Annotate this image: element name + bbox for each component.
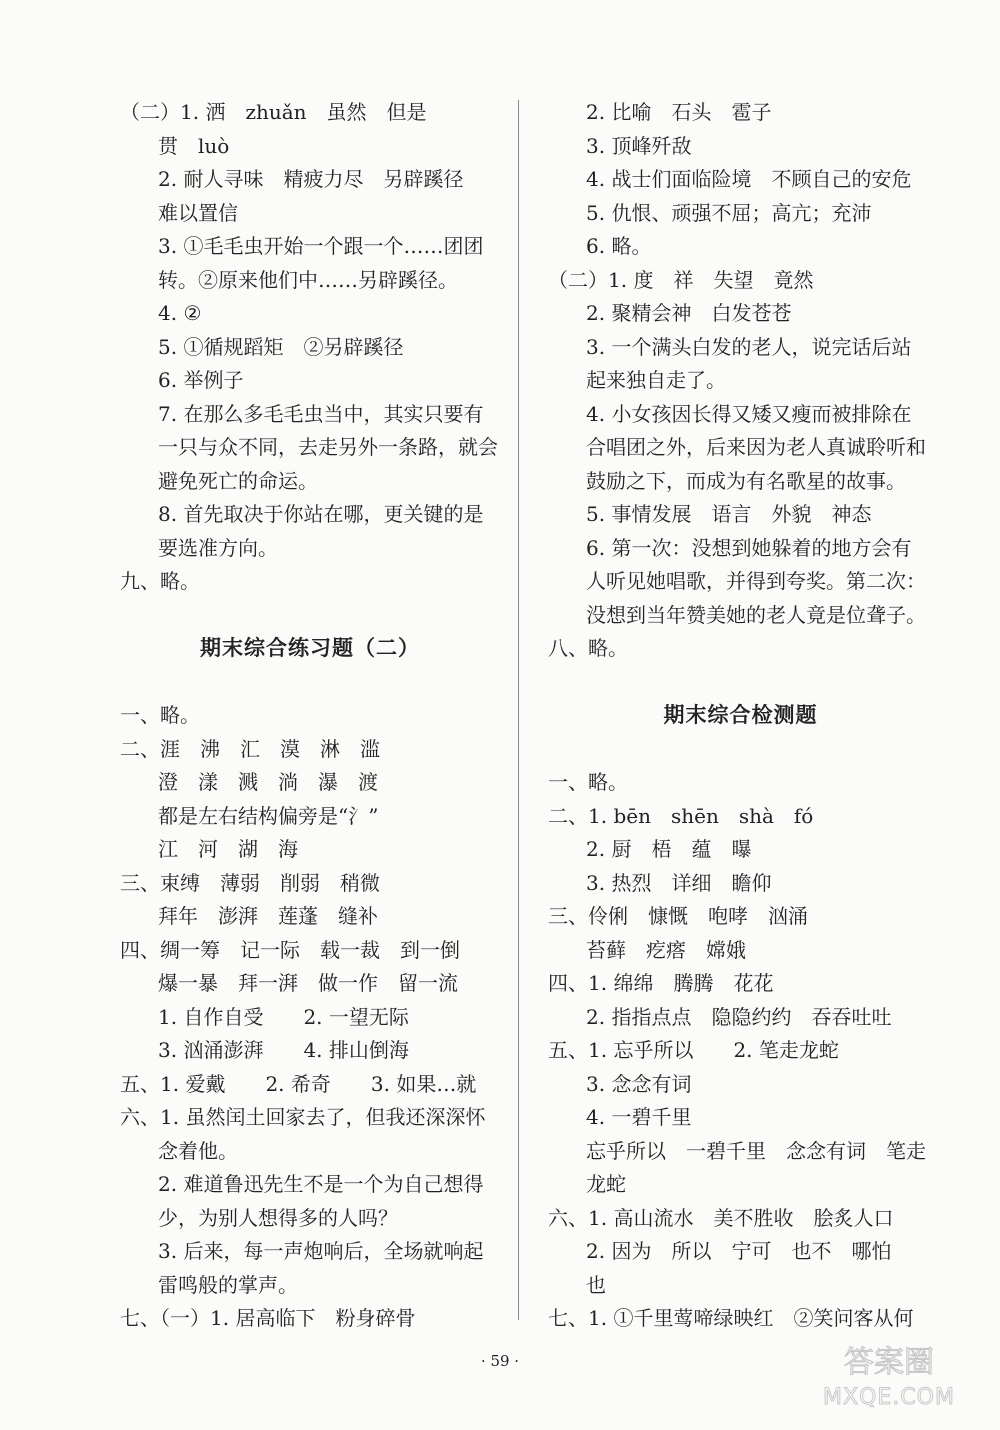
answer-line: 四、绸一筹 记一际 载一裁 到一倒 (120, 937, 460, 962)
answer-line: 没想到当年赞美她的老人竟是位聋子。 (586, 602, 926, 627)
answer-line: 九、略。 (120, 569, 200, 593)
answer-line: 5. 事情发展 语言 外貌 神态 (586, 502, 872, 526)
answer-line: 三、束缚 薄弱 削弱 稍微 (120, 870, 380, 895)
answer-line: 念着他。 (158, 1138, 238, 1163)
answer-line: 2. 耐人寻味 精疲力尽 另辟蹊径 (158, 167, 464, 191)
answer-line: 6. 略。 (586, 234, 652, 258)
answer-line: 一、略。 (548, 770, 628, 794)
answer-line: 5. 仇恨、顽强不屈；高亢；充沛 (586, 200, 872, 225)
spacer (120, 599, 500, 633)
answer-line: 江 河 湖 海 (158, 837, 298, 861)
section-title: 期末综合练习题（二） (200, 636, 420, 660)
answer-line: 4. 战士们面临险境 不顾自己的安危 (586, 167, 912, 191)
answer-line: 一、略。 (120, 703, 200, 727)
answer-line: 难以置信 (158, 200, 238, 225)
answer-line: 人听见她唱歌，并得到夸奖。第二次： (586, 569, 926, 593)
answer-line: 六、1. 高山流水 美不胜收 脍炙人口 (548, 1205, 894, 1230)
column-divider (518, 100, 519, 1320)
svg-text:答案圈: 答案圈 (844, 1345, 934, 1380)
answer-line: 5. ①循规蹈矩 ②另辟蹊径 (158, 334, 404, 359)
answer-line: 六、1. 虽然闰土回家去了，但我还深深怀 (120, 1105, 486, 1129)
answer-line: 4. 一碧千里 (586, 1105, 692, 1129)
answer-line: 转。②原来他们中……另辟蹊径。 (158, 267, 458, 292)
answer-line: 4. ② (158, 301, 202, 325)
answer-line: 3. 汹涌澎湃 4. 排山倒海 (158, 1038, 409, 1062)
answer-line: 拜年 澎湃 莲蓬 缝补 (158, 904, 378, 928)
answer-line: （二）1. 洒 zhuǎn 虽然 但是 (120, 100, 427, 124)
answer-line: 一只与众不同，去走另外一条路，就会 (158, 435, 498, 459)
answer-line: 6. 第一次：没想到她躲着的地方会有 (586, 535, 912, 560)
answer-line: 合唱团之外，后来因为老人真诚聆听和 (586, 435, 926, 459)
answer-line: 2. 聚精会神 白发苍苍 (586, 301, 792, 325)
answer-line: 龙蛇 (586, 1172, 626, 1196)
answer-line: 爆一暴 拜一湃 做一作 留一流 (158, 971, 458, 995)
answer-line: 2. 难道鲁迅先生不是一个为自己想得 (158, 1172, 484, 1196)
watermark-logo (798, 1340, 980, 1412)
spacer (120, 666, 500, 700)
left-column (120, 96, 500, 1336)
answer-line: 七、1. ①千里莺啼绿映红 ②笑问客从何 (548, 1306, 914, 1330)
answer-line: 三、伶俐 慷慨 咆哮 汹涌 (548, 904, 808, 928)
answer-line: 4. 小女孩因长得又矮又瘦而被排除在 (586, 401, 912, 426)
answer-line: 雷鸣般的掌声。 (158, 1272, 298, 1297)
answer-line: 3. 热烈 详细 瞻仰 (586, 870, 772, 895)
answer-line: 6. 举例子 (158, 368, 244, 392)
answer-line: 2. 指指点点 隐隐约约 吞吞吐吐 (586, 1004, 892, 1029)
answer-line: 鼓励之下，而成为有名歌星的故事。 (586, 468, 906, 493)
spacer (548, 733, 933, 767)
answer-line: 7. 在那么多毛毛虫当中，其实只要有 (158, 401, 484, 426)
svg-text:MXQE.COM: MXQE.COM (823, 1385, 955, 1410)
answer-line: 3. ①毛毛虫开始一个跟一个……团团 (158, 234, 484, 258)
answer-line: 七、（一）1. 居高临下 粉身碎骨 (120, 1306, 416, 1330)
answer-line: 忘乎所以 一碧千里 念念有词 笔走 (586, 1138, 926, 1163)
answer-line: 避免死亡的命运。 (158, 468, 318, 493)
answer-line: 二、涯 沸 汇 漠 淋 滥 (120, 736, 380, 761)
section-title: 期末综合检测题 (663, 703, 818, 727)
answer-line: 3. 顶峰歼敌 (586, 133, 692, 158)
answer-line: 少，为别人想得多的人吗？ (158, 1205, 398, 1230)
answer-line: 五、1. 爱戴 2. 希奇 3. 如果…就 (120, 1071, 477, 1096)
answer-line: 八、略。 (548, 636, 628, 660)
spacer (548, 666, 933, 700)
answer-line: 3. 后来，每一声炮响后，全场就响起 (158, 1239, 484, 1263)
answer-line: 起来独自走了。 (586, 368, 726, 392)
answer-line: 2. 厨 梧 蕴 曝 (586, 837, 752, 861)
answer-line: 四、1. 绵绵 腾腾 花花 (548, 971, 774, 995)
answer-line: 苔藓 疙瘩 嫦娥 (586, 937, 746, 962)
answer-line: 也 (586, 1272, 606, 1297)
answer-line: 五、1. 忘乎所以 2. 笔走龙蛇 (548, 1038, 839, 1062)
right-column (548, 96, 933, 1336)
page-number: · 59 · (480, 1352, 520, 1370)
answer-line: 1. 自作自受 2. 一望无际 (158, 1004, 409, 1029)
answer-line: 二、1. bēn shēn shà fó (548, 803, 814, 828)
answer-line: 2. 因为 所以 宁可 也不 哪怕 (586, 1239, 892, 1263)
answer-line: （二）1. 度 祥 失望 竟然 (548, 267, 814, 292)
answer-line: 3. 念念有词 (586, 1071, 692, 1096)
answer-line: 3. 一个满头白发的老人，说完话后站 (586, 334, 912, 359)
answer-line: 2. 比喻 石头 雹子 (586, 100, 772, 124)
answer-line: 澄 漾 溅 淌 瀑 渡 (158, 770, 378, 794)
answer-line: 都是左右结构偏旁是“氵” (158, 803, 379, 828)
answer-line: 8. 首先取决于你站在哪，更关键的是 (158, 502, 484, 526)
answer-line: 贯 luò (158, 133, 230, 158)
answer-line: 要选准方向。 (158, 535, 278, 560)
